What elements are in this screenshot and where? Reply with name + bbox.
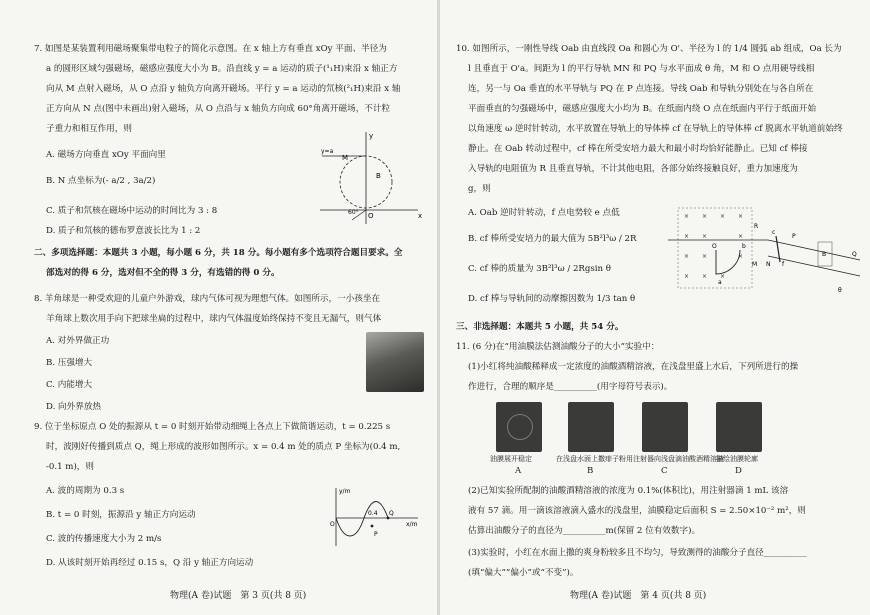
q11-photo-d-letter: D [735,466,742,476]
q11-line5: 液有 57 滴。用一滴该溶液滴入盛水的浅盘里，油膜稳定后面积 S = 2.50×10⁻² m²，则 [468,506,806,516]
q10-line2: l 且垂直于 O'a。间距为 l 的平行导轨 MN 和 PQ 与水平面成 θ 角，M 和 O 点用硬导线相 [468,64,815,74]
q9-q-label: Q [389,510,394,517]
q10-line7: 入导轨的电阻值为 R 且垂直导轨，不计其他电阻，各部分始终接触良好，重力加速度为 [468,164,798,174]
q10-line1: 10. 如图所示，一刚性导线 Oab 由直线段 Oa 和圆心为 O'、半径为 l 的 1/4 圆弧 ab 组成，Oa 长为 [456,44,842,54]
q11-photo-d [716,402,762,452]
q8-line1: 8. 羊角球是一种受欢迎的儿童户外游戏，球内气体可视为理想气体。如图所示，一小孩坐在 [34,294,381,304]
right-page [440,0,870,615]
q10-option-a: A. Oab 逆时针转动，f 点电势较 e 点低 [468,208,620,218]
q10-f-label: f [782,261,785,268]
q9-option-b: B. t = 0 时刻，振源沿 y 轴正方向运动 [46,510,196,520]
q10-q-label: Q [852,251,857,258]
q9-line2: 时，波刚好传播到质点 Q，绳上形成的波形如图所示。x = 0.4 m 处的质点 P 坐标为(0.4 m, [46,442,401,452]
q7-magnetic-field-figure [318,128,428,228]
q11-photo-a-caption: 油膜展开稳定 [490,455,532,463]
q10-c-label: c [772,229,776,236]
q11-line3: 作进行，合理的顺序是__________(用字母符号表示)。 [468,382,673,392]
section2-line2: 部选对的得 6 分，选对但不全的得 3 分，有选错的得 0 分。 [46,268,280,278]
q9-line1: 9. 位于坐标原点 O 处的振源从 t = 0 时刻开始带动细绳上各点上下做简谐运动，t = 0.225 s [34,422,391,432]
q9-tick-0-4: 0.4 [368,510,378,517]
q10-theta-label: θ [838,287,842,294]
q11-photo-b-letter: B [587,466,594,476]
q10-rail-pq [768,240,860,260]
q11-photo-c [642,402,688,452]
q10-line4: 平面垂直的匀强磁场中，磁感应强度大小均为 B。在纸面内绕 O 点在纸面内平行于纸面开始 [468,104,817,114]
svg-text:×: × [720,213,726,220]
q10-option-d: D. cf 棒与导轨间的动摩擦因数为 1/3 tan θ [468,294,636,304]
q11-photo-a [496,402,542,452]
q9-x-label: x/m [406,521,418,528]
svg-text:×: × [702,253,708,260]
svg-text:×: × [702,213,708,220]
q7-line2: a 的圆形区域匀强磁场，磁感应强度大小为 B。沿直线 y = a 运动的质子(¹₁H)束沿 x 轴正方 [46,64,398,74]
q9-option-d: D. 从该时刻开始再经过 0.15 s，Q 沿 y 轴正方向运动 [46,558,254,568]
q7-line1: 7. 如图是某装置利用磁场聚集带电粒子的简化示意图。在 x 轴上方有垂直 xOy 平面、半径为 [34,44,387,54]
q9-option-c: C. 波的传播速度大小为 2 m/s [46,534,162,544]
q11-line1: 11. (6 分)在“用油膜法估测油酸分子的大小”实验中： [456,342,660,352]
q7-line-label: y=a [321,148,334,155]
q7-option-c: C. 质子和氘核在磁场中运动的时间比为 3 : 8 [46,206,218,216]
q7-origin-label: O [368,212,374,220]
q9-option-a: A. 波的周期为 0.3 s [46,486,125,496]
q11-photo-b-caption: 在浅盘水面上撒痱子粉 [556,455,626,463]
q11-line6: 估算出油酸分子的直径为__________m(保留 2 位有效数字)。 [468,526,701,536]
q7-line4: 正方向从 N 点(图中未画出)射入磁场，从 O 点沿与 x 轴负方向成 60°角离开磁场，不计粒 [46,104,391,114]
q10-wire-oab [716,250,740,274]
q7-option-a: A. 磁场方向垂直 xOy 平面向里 [46,150,166,160]
q8-option-c: C. 内能增大 [46,380,93,390]
q11-oil-film-shape [507,414,533,440]
q9-p-label: P [374,531,378,538]
q10-p-label: P [792,233,796,240]
right-footer: 物理(A 卷)试题 第 4 页(共 8 页) [570,591,707,601]
q10-line6: 静止。在 Oab 转动过程中，cf 棒在所受安培力最大和最小时均恰好能静止。已知 cf 棒接 [468,144,808,154]
q10-o-label: O [712,243,717,250]
section3-heading: 三、非选择题：本题共 5 小题，共 54 分。 [456,322,624,332]
svg-text:×: × [702,273,708,280]
q10-rails-figure [668,204,864,300]
q9-wave-figure [322,484,422,550]
svg-text:×: × [702,233,708,240]
q7-x-label: x [418,212,423,220]
q11-line4: (2)已知实验所配制的油酸酒精溶液的浓度为 0.1%(体积比)，用注射器滴 1 mL 该溶 [468,486,789,496]
q8-line2: 羊角球上数次用手向下把球坐扁的过程中，球内气体温度始终保持不变且无漏气，则气体 [46,314,382,324]
q8-child-on-ball-photo [366,332,424,392]
q9-wave-curve [336,502,388,537]
q9-origin-label: O [330,521,335,528]
left-footer: 物理(A 卷)试题 第 3 页(共 8 页) [170,591,307,601]
q7-angle-label: 60° [348,209,359,216]
q10-r-label: R [754,223,759,230]
q10-b-label: b [742,243,746,250]
svg-text:×: × [684,233,690,240]
q11-photo-c-letter: C [661,466,668,476]
q9-point-q [387,517,390,520]
q9-line3: -0.1 m)，则 [46,462,94,472]
q9-point-p [371,525,374,528]
q7-line5: 子重力和相互作用，则 [46,124,132,134]
q11-line2: (1)小红将纯油酸稀释成一定浓度的油酸酒精溶液，在浅盘里盛上水后，下列所进行的操 [468,362,799,372]
q10-n-label: N [766,261,771,268]
q11-photo-b [568,402,614,452]
q7-b-label: B [376,172,381,180]
q10-a-label: a [718,279,722,286]
section2-line1: 二、多项选择题：本题共 3 小题，每小题 6 分，共 18 分。每小题有多个选项符合题目要求。全 [34,248,403,258]
svg-text:×: × [720,273,726,280]
q11-photo-c-caption: 用注射器向浅盘滴油酸酒精溶液 [626,455,724,463]
q10-option-c: C. cf 棒的质量为 3B²l³ω / 2Rgsin θ [468,264,611,274]
q8-option-b: B. 压强增大 [46,358,93,368]
q11-line7: (3)实验时，小红在水面上撒的爽身粉较多且不均匀，导致测得的油酸分子直径__________ [468,548,807,558]
q11-photo-d-caption: 描绘油膜轮廓 [716,455,758,463]
q10-option-b: B. cf 棒所受安培力的最大值为 5B²l³ω / 2R [468,234,637,244]
q10-line5: 以角速度 ω 逆时针转动，水平放置在导轨上的导体棒 cf 在导轨上的导体棒 cf 脱离水平轨道前始终 [468,124,843,134]
q7-line3: 向从 M 点射入磁场，从 O 点沿 y 轴负方向离开磁场。平行 y = a 运动的氘核(²₁H)束沿 x 轴 [46,84,401,94]
q10-line8: g，则 [468,184,491,194]
svg-text:×: × [684,213,690,220]
q11-line8: (填“偏大”“偏小”或“不变”)。 [468,568,579,578]
q10-m-label: M [752,261,758,268]
q11-photo-a-letter: A [515,466,522,476]
q7-m-label: M [342,154,349,162]
q10-line3: 连，另一与 Oa 垂直的水平导轨与 PQ 在 P 点连接。导线 Oab 和导轨分别处在与各自所在 [468,84,814,94]
q7-y-label: y [369,132,374,140]
q8-option-a: A. 对外界做正功 [46,336,110,346]
svg-text:×: × [738,233,744,240]
svg-text:×: × [684,273,690,280]
q7-option-b: B. N 点坐标为(- a/2 , 3a/2) [46,176,156,186]
q9-y-label: y/m [339,488,351,495]
q8-option-d: D. 向外界放热 [46,402,102,412]
q7-option-d: D. 质子和氘核的德布罗意波长比为 1 : 2 [46,226,201,236]
svg-text:×: × [738,253,744,260]
svg-text:×: × [738,213,744,220]
q10-incline-b-label: B [822,251,827,258]
svg-text:×: × [684,253,690,260]
